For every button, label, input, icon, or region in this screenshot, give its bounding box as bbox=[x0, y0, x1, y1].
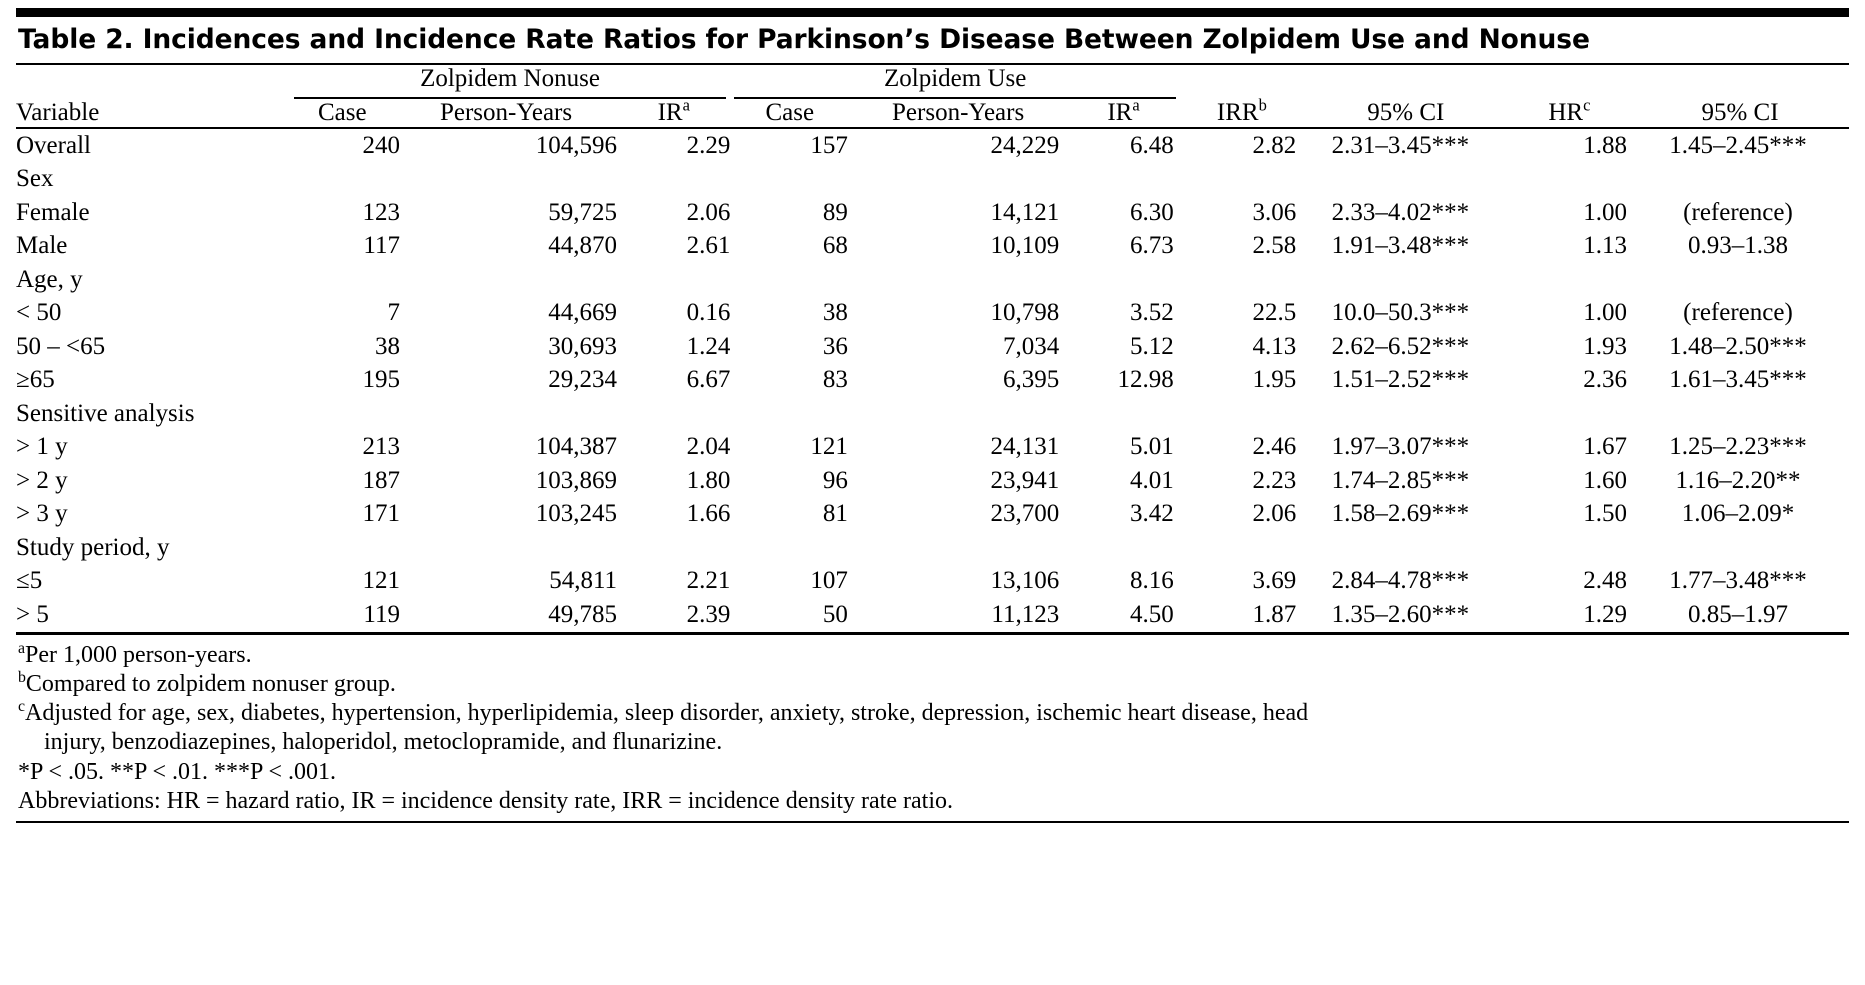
cell-ci2: 1.06–2.09* bbox=[1681, 500, 1795, 527]
cell-irr: 2.58 bbox=[1252, 232, 1297, 259]
cell-case2 bbox=[730, 397, 847, 431]
group-header-spacer bbox=[16, 65, 290, 99]
cell-ir2: 6.73 bbox=[1129, 232, 1174, 259]
cell-ci1 bbox=[1296, 163, 1504, 197]
cell-py1 bbox=[400, 263, 617, 297]
table-title: Table 2. Incidences and Incidence Rate Ratios for Parkinson’s Disease Between Zolpidem Use and Nonuse bbox=[18, 24, 1590, 55]
row-label: ≤5 bbox=[16, 567, 43, 594]
table-row bbox=[16, 297, 1849, 331]
cell-case2 bbox=[730, 531, 847, 565]
cell-ir1 bbox=[617, 531, 730, 565]
cell-ir1 bbox=[617, 163, 730, 197]
cell-case2: 38 bbox=[822, 299, 848, 326]
cell-case1 bbox=[296, 531, 400, 565]
footnote-abbreviations: Abbreviations: HR = hazard ratio, IR = incidence density rate, IRR = incidence density rate ratio. bbox=[18, 788, 953, 815]
cell-ir2: 4.01 bbox=[1129, 466, 1174, 494]
cell-ir1: 0.16 bbox=[686, 299, 731, 326]
cell-py1: 104,387 bbox=[535, 433, 618, 460]
cell-ci2 bbox=[1627, 531, 1849, 565]
table-section-row bbox=[16, 263, 1849, 297]
cell-ir2 bbox=[1059, 531, 1173, 565]
cell-ci1 bbox=[1296, 263, 1504, 297]
footnote-c: $^c$Adjusted for age, sex, diabetes, hypertension, hyperlipidemia, sleep disorder, anxiety, stroke, depression, ischemic heart disease, head bbox=[18, 698, 1309, 727]
cell-ir1: 1.66 bbox=[686, 500, 731, 527]
cell-ci1: 2.33–4.02*** bbox=[1331, 198, 1470, 226]
row-label: > 1 y bbox=[16, 433, 68, 460]
cell-case1: 119 bbox=[363, 600, 400, 628]
cell-ci2: (reference) bbox=[1683, 198, 1793, 226]
cell-ir2: 12.98 bbox=[1117, 366, 1174, 393]
cell-py2: 13,106 bbox=[990, 567, 1060, 594]
cell-py1: 29,234 bbox=[548, 366, 618, 393]
cell-py2: 6,395 bbox=[1002, 366, 1060, 393]
cell-case2: 107 bbox=[810, 567, 848, 594]
footnote-c-continued: injury, benzodiazepines, haloperidol, metoclopramide, and flunarizine. bbox=[44, 729, 723, 756]
row-label: Sensitive analysis bbox=[16, 399, 195, 427]
cell-hr: 2.48 bbox=[1583, 567, 1627, 594]
cell-py1: 30,693 bbox=[548, 332, 618, 360]
cell-case1 bbox=[296, 263, 400, 297]
cell-py2: 23,700 bbox=[990, 500, 1060, 527]
cell-hr: 1.00 bbox=[1583, 299, 1627, 326]
cell-ir1: 1.24 bbox=[686, 332, 731, 360]
table-header bbox=[16, 65, 1849, 127]
cell-ir1: 6.67 bbox=[686, 366, 731, 393]
cell-case1: 7 bbox=[387, 299, 400, 326]
cell-ci2 bbox=[1627, 163, 1849, 197]
cell-py2: 23,941 bbox=[990, 466, 1060, 494]
group-header-spacer-irr bbox=[1180, 65, 1304, 99]
group-header-spacer-ci2 bbox=[1631, 65, 1849, 99]
group-header-row bbox=[16, 65, 1849, 99]
cell-py1: 104,596 bbox=[535, 131, 618, 159]
cell-irr: 1.87 bbox=[1252, 600, 1297, 628]
cell-case2: 96 bbox=[822, 466, 848, 494]
cell-case2: 121 bbox=[810, 433, 848, 460]
cell-py1: 59,725 bbox=[548, 198, 618, 226]
cell-irr bbox=[1174, 163, 1297, 197]
cell-ci2: 0.85–1.97 bbox=[1687, 600, 1788, 628]
table-figure bbox=[0, 8, 1865, 985]
cell-py2: 10,798 bbox=[990, 299, 1060, 326]
row-label: > 5 bbox=[16, 600, 49, 628]
cell-py2: 24,229 bbox=[990, 131, 1060, 159]
cell-case1: 187 bbox=[362, 466, 400, 494]
cell-py2 bbox=[848, 263, 1059, 297]
table-row bbox=[16, 196, 1849, 230]
col-header-person-years-nonuse: Person-Years bbox=[439, 98, 573, 126]
group-header-nonuse: Zolpidem Nonuse bbox=[290, 65, 731, 99]
cell-ir1: 2.29 bbox=[686, 131, 731, 159]
cell-ci2: 1.77–3.48*** bbox=[1669, 567, 1807, 594]
cell-irr: 2.82 bbox=[1252, 131, 1297, 159]
cell-py2 bbox=[848, 163, 1059, 197]
cell-ir1: 2.21 bbox=[686, 567, 731, 594]
cell-ci1: 1.74–2.85*** bbox=[1331, 466, 1470, 494]
column-header-row bbox=[16, 99, 1849, 128]
cell-ci1: 2.62–6.52*** bbox=[1331, 332, 1470, 360]
cell-ci2 bbox=[1627, 263, 1849, 297]
cell-ci2: 1.61–3.45*** bbox=[1669, 366, 1807, 393]
cell-hr: 1.88 bbox=[1583, 131, 1627, 159]
cell-ci2: 1.16–2.20** bbox=[1675, 466, 1801, 494]
group-header-spacer-ci1 bbox=[1304, 65, 1508, 99]
cell-case1: 38 bbox=[374, 332, 400, 360]
col-header-variable: Variable bbox=[16, 98, 100, 126]
row-label: Overall bbox=[16, 131, 91, 159]
cell-ci1: 2.31–3.45*** bbox=[1331, 131, 1470, 159]
col-header-hr: $HR^c$ bbox=[1548, 95, 1591, 126]
cell-case2: 36 bbox=[822, 332, 848, 360]
row-label: > 3 y bbox=[16, 500, 68, 527]
cell-case2: 157 bbox=[810, 131, 848, 159]
cell-py2: 10,109 bbox=[990, 232, 1060, 259]
results-table-body bbox=[16, 129, 1849, 632]
group-header-use: Zolpidem Use bbox=[730, 65, 1180, 99]
cell-case1 bbox=[296, 163, 400, 197]
cell-case1: 123 bbox=[362, 198, 400, 226]
cell-ir1: 2.06 bbox=[686, 198, 731, 226]
cell-irr: 1.95 bbox=[1252, 366, 1297, 393]
footnote-b: $^b$Compared to zolpidem nonuser group. bbox=[18, 668, 396, 697]
cell-irr: 4.13 bbox=[1252, 332, 1297, 360]
cell-ir2 bbox=[1059, 397, 1173, 431]
table-row bbox=[16, 431, 1849, 465]
cell-hr: 1.67 bbox=[1583, 433, 1627, 460]
row-label: Study period, y bbox=[16, 533, 170, 561]
cell-ir2: 3.52 bbox=[1129, 299, 1174, 326]
cell-hr bbox=[1504, 163, 1627, 197]
cell-py2: 11,123 bbox=[991, 600, 1060, 628]
cell-py2 bbox=[848, 531, 1059, 565]
cell-ci1: 1.35–2.60*** bbox=[1331, 600, 1470, 628]
cell-case2: 81 bbox=[822, 500, 848, 527]
row-label: Female bbox=[16, 198, 90, 226]
cell-py1: 44,669 bbox=[548, 299, 618, 326]
cell-ci1: 2.84–4.78*** bbox=[1331, 567, 1470, 594]
cell-py1 bbox=[400, 163, 617, 197]
cell-ir2: 8.16 bbox=[1129, 567, 1174, 594]
cell-ir1 bbox=[617, 263, 730, 297]
cell-ci1 bbox=[1296, 397, 1504, 431]
col-header-case-use: Case bbox=[765, 98, 815, 126]
cell-py1: 54,811 bbox=[549, 567, 618, 594]
row-label: ≥65 bbox=[16, 366, 55, 393]
cell-case1: 195 bbox=[362, 366, 400, 393]
table-row bbox=[16, 330, 1849, 364]
cell-case2: 50 bbox=[822, 600, 848, 628]
cell-ci1: 1.97–3.07*** bbox=[1331, 433, 1470, 460]
cell-ci2: 1.25–2.23*** bbox=[1669, 433, 1807, 460]
closing-rule bbox=[16, 821, 1849, 823]
cell-ci1: 1.58–2.69*** bbox=[1331, 500, 1470, 527]
cell-hr: 1.29 bbox=[1583, 600, 1627, 628]
cell-case1: 121 bbox=[362, 567, 400, 594]
col-header-case-nonuse: Case bbox=[318, 98, 367, 126]
cell-py2: 14,121 bbox=[990, 198, 1060, 226]
cell-hr: 1.13 bbox=[1583, 232, 1627, 259]
top-rule bbox=[16, 8, 1849, 17]
cell-hr: 1.00 bbox=[1583, 198, 1627, 226]
cell-case1: 240 bbox=[362, 131, 400, 159]
table-row bbox=[16, 230, 1849, 264]
cell-irr: 3.69 bbox=[1252, 567, 1297, 594]
cell-ci1: 1.91–3.48*** bbox=[1331, 232, 1470, 259]
cell-py2: 24,131 bbox=[990, 433, 1060, 460]
col-header-irr: IRR$^b$ bbox=[1216, 95, 1267, 126]
cell-case2: 83 bbox=[822, 366, 848, 393]
cell-ir1: 1.80 bbox=[686, 466, 731, 494]
table-section-row bbox=[16, 397, 1849, 431]
cell-ci1 bbox=[1296, 531, 1504, 565]
cell-hr bbox=[1504, 263, 1627, 297]
cell-ci2: (reference) bbox=[1683, 299, 1793, 326]
cell-ci2: 1.48–2.50*** bbox=[1669, 332, 1807, 360]
cell-irr: 3.06 bbox=[1252, 198, 1297, 226]
cell-ci2: 1.45–2.45*** bbox=[1669, 131, 1807, 159]
cell-ir2: 6.30 bbox=[1129, 198, 1174, 226]
cell-py1: 103,869 bbox=[535, 466, 618, 494]
cell-ir2: 5.12 bbox=[1129, 332, 1174, 360]
cell-py2: 7,034 bbox=[1002, 332, 1060, 360]
cell-ir1: 2.39 bbox=[686, 600, 731, 628]
col-header-ci-hr: 95% CI bbox=[1701, 98, 1779, 126]
cell-ir2 bbox=[1059, 163, 1173, 197]
cell-case2 bbox=[730, 163, 847, 197]
cell-hr: 1.60 bbox=[1583, 466, 1627, 494]
footnote-a: $^a$Per 1,000 person-years. bbox=[18, 639, 252, 668]
cell-ir1: 2.61 bbox=[686, 232, 731, 259]
cell-irr: 22.5 bbox=[1252, 299, 1297, 326]
cell-ir2: 4.50 bbox=[1129, 600, 1174, 628]
cell-ci1: 10.0–50.3*** bbox=[1331, 299, 1470, 326]
row-label: > 2 y bbox=[16, 466, 68, 494]
row-label: < 50 bbox=[16, 299, 62, 326]
cell-hr bbox=[1504, 397, 1627, 431]
cell-irr bbox=[1174, 531, 1297, 565]
cell-ci2: 0.93–1.38 bbox=[1687, 232, 1788, 259]
cell-ir2: 6.48 bbox=[1129, 131, 1174, 159]
cell-irr: 2.23 bbox=[1252, 466, 1297, 494]
cell-ir1 bbox=[617, 397, 730, 431]
cell-case1 bbox=[296, 397, 400, 431]
cell-py1: 49,785 bbox=[548, 600, 618, 628]
cell-case1: 117 bbox=[363, 232, 400, 259]
table-section-row bbox=[16, 163, 1849, 197]
footnotes bbox=[16, 635, 1849, 816]
table-row bbox=[16, 565, 1849, 599]
cell-ir2: 5.01 bbox=[1129, 433, 1174, 460]
cell-hr: 1.50 bbox=[1583, 500, 1627, 527]
table-section-row bbox=[16, 531, 1849, 565]
table-body bbox=[16, 129, 1849, 632]
row-label: Age, y bbox=[16, 265, 83, 293]
cell-hr: 1.93 bbox=[1583, 332, 1627, 360]
row-label: Sex bbox=[16, 165, 54, 192]
results-table bbox=[16, 65, 1849, 127]
table-row bbox=[16, 598, 1849, 632]
row-label: 50 – <65 bbox=[16, 332, 106, 360]
cell-py1: 44,870 bbox=[548, 232, 618, 259]
table-row bbox=[16, 498, 1849, 532]
col-header-ir-nonuse: $IR^a$ bbox=[657, 95, 690, 126]
cell-py1: 103,245 bbox=[535, 500, 618, 527]
col-header-ir-use: $IR^a$ bbox=[1107, 95, 1140, 126]
row-label: Male bbox=[16, 232, 68, 259]
cell-case2 bbox=[730, 263, 847, 297]
cell-ci1: 1.51–2.52*** bbox=[1331, 366, 1470, 393]
cell-case2: 68 bbox=[822, 232, 848, 259]
cell-case1: 171 bbox=[362, 500, 400, 527]
cell-irr bbox=[1174, 263, 1297, 297]
cell-case2: 89 bbox=[822, 198, 848, 226]
cell-py2 bbox=[848, 397, 1059, 431]
cell-irr: 2.46 bbox=[1252, 433, 1297, 460]
col-header-person-years-use: Person-Years bbox=[892, 98, 1025, 126]
table-row bbox=[16, 464, 1849, 498]
cell-py1 bbox=[400, 531, 617, 565]
cell-py1 bbox=[400, 397, 617, 431]
group-header-spacer-hr bbox=[1508, 65, 1631, 99]
cell-hr bbox=[1504, 531, 1627, 565]
cell-irr: 2.06 bbox=[1252, 500, 1297, 527]
cell-ci2 bbox=[1627, 397, 1849, 431]
cell-irr bbox=[1174, 397, 1297, 431]
cell-ir2: 3.42 bbox=[1129, 500, 1174, 527]
col-header-ci-irr: 95% CI bbox=[1367, 98, 1445, 126]
cell-hr: 2.36 bbox=[1583, 366, 1627, 393]
cell-case1: 213 bbox=[362, 433, 400, 460]
cell-ir2 bbox=[1059, 263, 1173, 297]
footnote-p-values: *P < .05. **P < .01. ***P < .001. bbox=[18, 758, 336, 785]
table-row bbox=[16, 129, 1849, 163]
cell-ir1: 2.04 bbox=[686, 433, 731, 460]
table-row bbox=[16, 364, 1849, 398]
